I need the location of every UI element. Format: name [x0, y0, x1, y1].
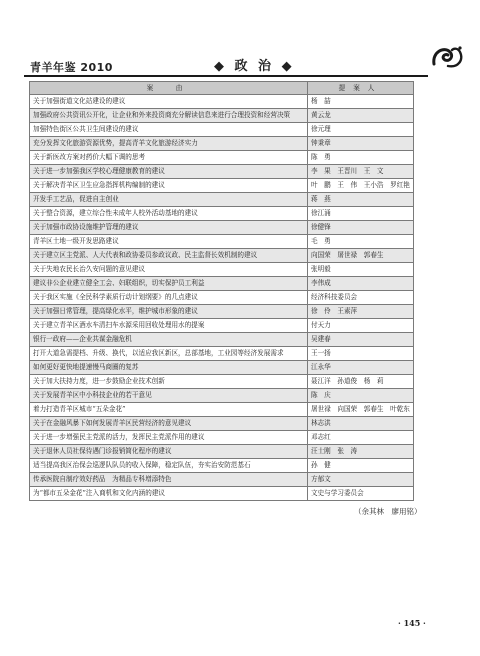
table-row: [30, 375, 414, 389]
table-row: [30, 403, 414, 417]
proposer-cell: 徐 伶 王素萍: [308, 305, 414, 319]
yearbook-title: 青羊年鉴 2010: [30, 61, 113, 74]
table-row: [30, 123, 414, 137]
proposal-cell: 关于建立区主党派、人大代表和政协委员参政议政、民主监督长效机制的建议: [30, 249, 308, 263]
proposer-cell: 屠世禄 向国荣 郭春生 叶乾东: [308, 403, 414, 417]
proposer-cell: 文史与学习委员会: [308, 487, 414, 501]
proposer-cell: 王一扬: [308, 347, 414, 361]
proposer-cell: 方郁文: [308, 473, 414, 487]
proposer-cell: 徐元理: [308, 123, 414, 137]
table-row: [30, 459, 414, 473]
table-row: [30, 221, 414, 235]
table-row: [30, 235, 414, 249]
section-title: ◆ 政 治 ◆: [214, 59, 295, 74]
proposer-cell: 付天力: [308, 319, 414, 333]
proposer-cell: 聂江洋 孙道俊 杨 莉: [308, 375, 414, 389]
proposal-cell: 建议非公企业建立健全工会、妇联组织，切实保护员工利益: [30, 277, 308, 291]
table-row: [30, 109, 414, 123]
table-row: [30, 137, 414, 151]
proposal-cell: 银行一政府——企业共谋金融危机: [30, 333, 308, 347]
table-row: [30, 263, 414, 277]
proposer-cell: 邓志红: [308, 431, 414, 445]
column-header-proposer: 提案人: [308, 82, 414, 95]
proposer-cell: 吴建春: [308, 333, 414, 347]
proposer-cell: 徐健锋: [308, 221, 414, 235]
proposal-cell: 关于加强日常管理，提高绿化水平，维护城市形象的建议: [30, 305, 308, 319]
proposer-cell: 江永华: [308, 361, 414, 375]
proposer-cell: 李伟成: [308, 277, 414, 291]
proposal-cell: 青羊区土地一级开发思路建议: [30, 235, 308, 249]
table-row: [30, 165, 414, 179]
header-rule: [24, 75, 428, 77]
proposal-cell: 关于进一步加强我区学校心理健康教育的建议: [30, 165, 308, 179]
column-header-proposal: 案 由: [30, 82, 308, 95]
proposal-cell: 着力打造青羊区城市“五朵金花”: [30, 403, 308, 417]
proposer-cell: 陈 庆: [308, 389, 414, 403]
proposal-cell: 关于建立青羊区酒水车清扫车水源采用回收处理用水的提案: [30, 319, 308, 333]
table-row: [30, 389, 414, 403]
proposer-cell: 汪士刚 张 涛: [308, 445, 414, 459]
proposal-cell: 关于加强街道文化站建设的建议: [30, 95, 308, 109]
table-row: [30, 473, 414, 487]
table-row: [30, 333, 414, 347]
table-row: [30, 487, 414, 501]
table-body: [30, 95, 414, 501]
proposal-cell: 传承医院自制疗效好药品 为精品专科增添特色: [30, 473, 308, 487]
proposer-cell: 向国荣 屠世禄 郭春生: [308, 249, 414, 263]
proposer-cell: 张明毅: [308, 263, 414, 277]
page-header: [24, 48, 458, 74]
proposer-cell: 钟秉章: [308, 137, 414, 151]
proposer-cell: 孙 健: [308, 459, 414, 473]
proposer-cell: 杨 喆: [308, 95, 414, 109]
proposal-cell: 关于整合资源，建立综合性未成年人校外活动基地的建议: [30, 207, 308, 221]
proposal-cell: 如何更好更快地提速慢马商圈的复苏: [30, 361, 308, 375]
table-row: [30, 179, 414, 193]
table-row: [30, 417, 414, 431]
proposal-cell: 关于我区实施《全民科学素质行动计划纲要》的几点建议: [30, 291, 308, 305]
table-row: [30, 291, 414, 305]
proposer-cell: 经济科技委员会: [308, 291, 414, 305]
proposal-cell: 关于解决青羊区卫生应急指挥机构编制的建议: [30, 179, 308, 193]
proposer-cell: 黄云龙: [308, 109, 414, 123]
proposer-cell: 林志洪: [308, 417, 414, 431]
page-number: · 145 ·: [398, 618, 426, 628]
proposal-cell: 加强特色街区公共卫生间建设的建议: [30, 123, 308, 137]
table-row: [30, 249, 414, 263]
editor-credit: （余其林 廖用铭）: [354, 507, 422, 516]
table-row: [30, 347, 414, 361]
proposal-cell: 为“都市五朵金花”注入商机和文化内涵的建议: [30, 487, 308, 501]
proposer-cell: 蒋 燕: [308, 193, 414, 207]
proposer-cell: 叶 鹏 王 伟 王小浩 罗红艳: [308, 179, 414, 193]
proposer-cell: 陈 勇: [308, 151, 414, 165]
table-header-row: [30, 82, 414, 95]
table-row: [30, 319, 414, 333]
table-row: [30, 277, 414, 291]
table-row: [30, 207, 414, 221]
proposal-cell: 加强政府公共资讯公开化，让企业和外来投资商充分解读信息来进行合理投资和经营决策: [30, 109, 308, 123]
proposal-cell: 打开大道急需提档、升级、换代，以适应我区新区，总部基地，工业园等经济发展需求: [30, 347, 308, 361]
proposal-cell: 适当提高我区治保会巡逻队队员的收入保障，稳定队伍，夯实治安防范基石: [30, 459, 308, 473]
proposal-cell: 充分发挥文化旅游资源优势，提高青羊文化旅游经济实力: [30, 137, 308, 151]
proposer-cell: 徐江涌: [308, 207, 414, 221]
proposal-cell: 关于失地农民长治久安问题的意见建议: [30, 263, 308, 277]
proposal-cell: 关于在金融风暴下如何发展青羊区民营经济的意见建议: [30, 417, 308, 431]
proposal-cell: 关于加强市政协设施维护管理的建议: [30, 221, 308, 235]
proposal-cell: 关于新医改方案对药价大幅下调的思考: [30, 151, 308, 165]
proposal-cell: 关于加大扶持力度，进一步鼓励企业技术创新: [30, 375, 308, 389]
proposer-cell: 李 果 王晋川 王 文: [308, 165, 414, 179]
decorative-swirl-icon: [430, 42, 466, 72]
table-row: [30, 445, 414, 459]
proposal-cell: 关于发展青羊区中小科技企业的若干意见: [30, 389, 308, 403]
table-row: [30, 431, 414, 445]
proposer-cell: 毛 勇: [308, 235, 414, 249]
proposal-cell: 关于进一步增强民主党派的活力，发挥民主党派作用的建议: [30, 431, 308, 445]
proposal-cell: 开发手工艺品，促进自主创业: [30, 193, 308, 207]
proposal-cell: 关于退休人员社保待遇门诊报销简化程序的建议: [30, 445, 308, 459]
table-row: [30, 305, 414, 319]
table-row: [30, 361, 414, 375]
proposal-table: [29, 81, 414, 501]
table-row: [30, 151, 414, 165]
table-row: [30, 193, 414, 207]
table-row: [30, 95, 414, 109]
